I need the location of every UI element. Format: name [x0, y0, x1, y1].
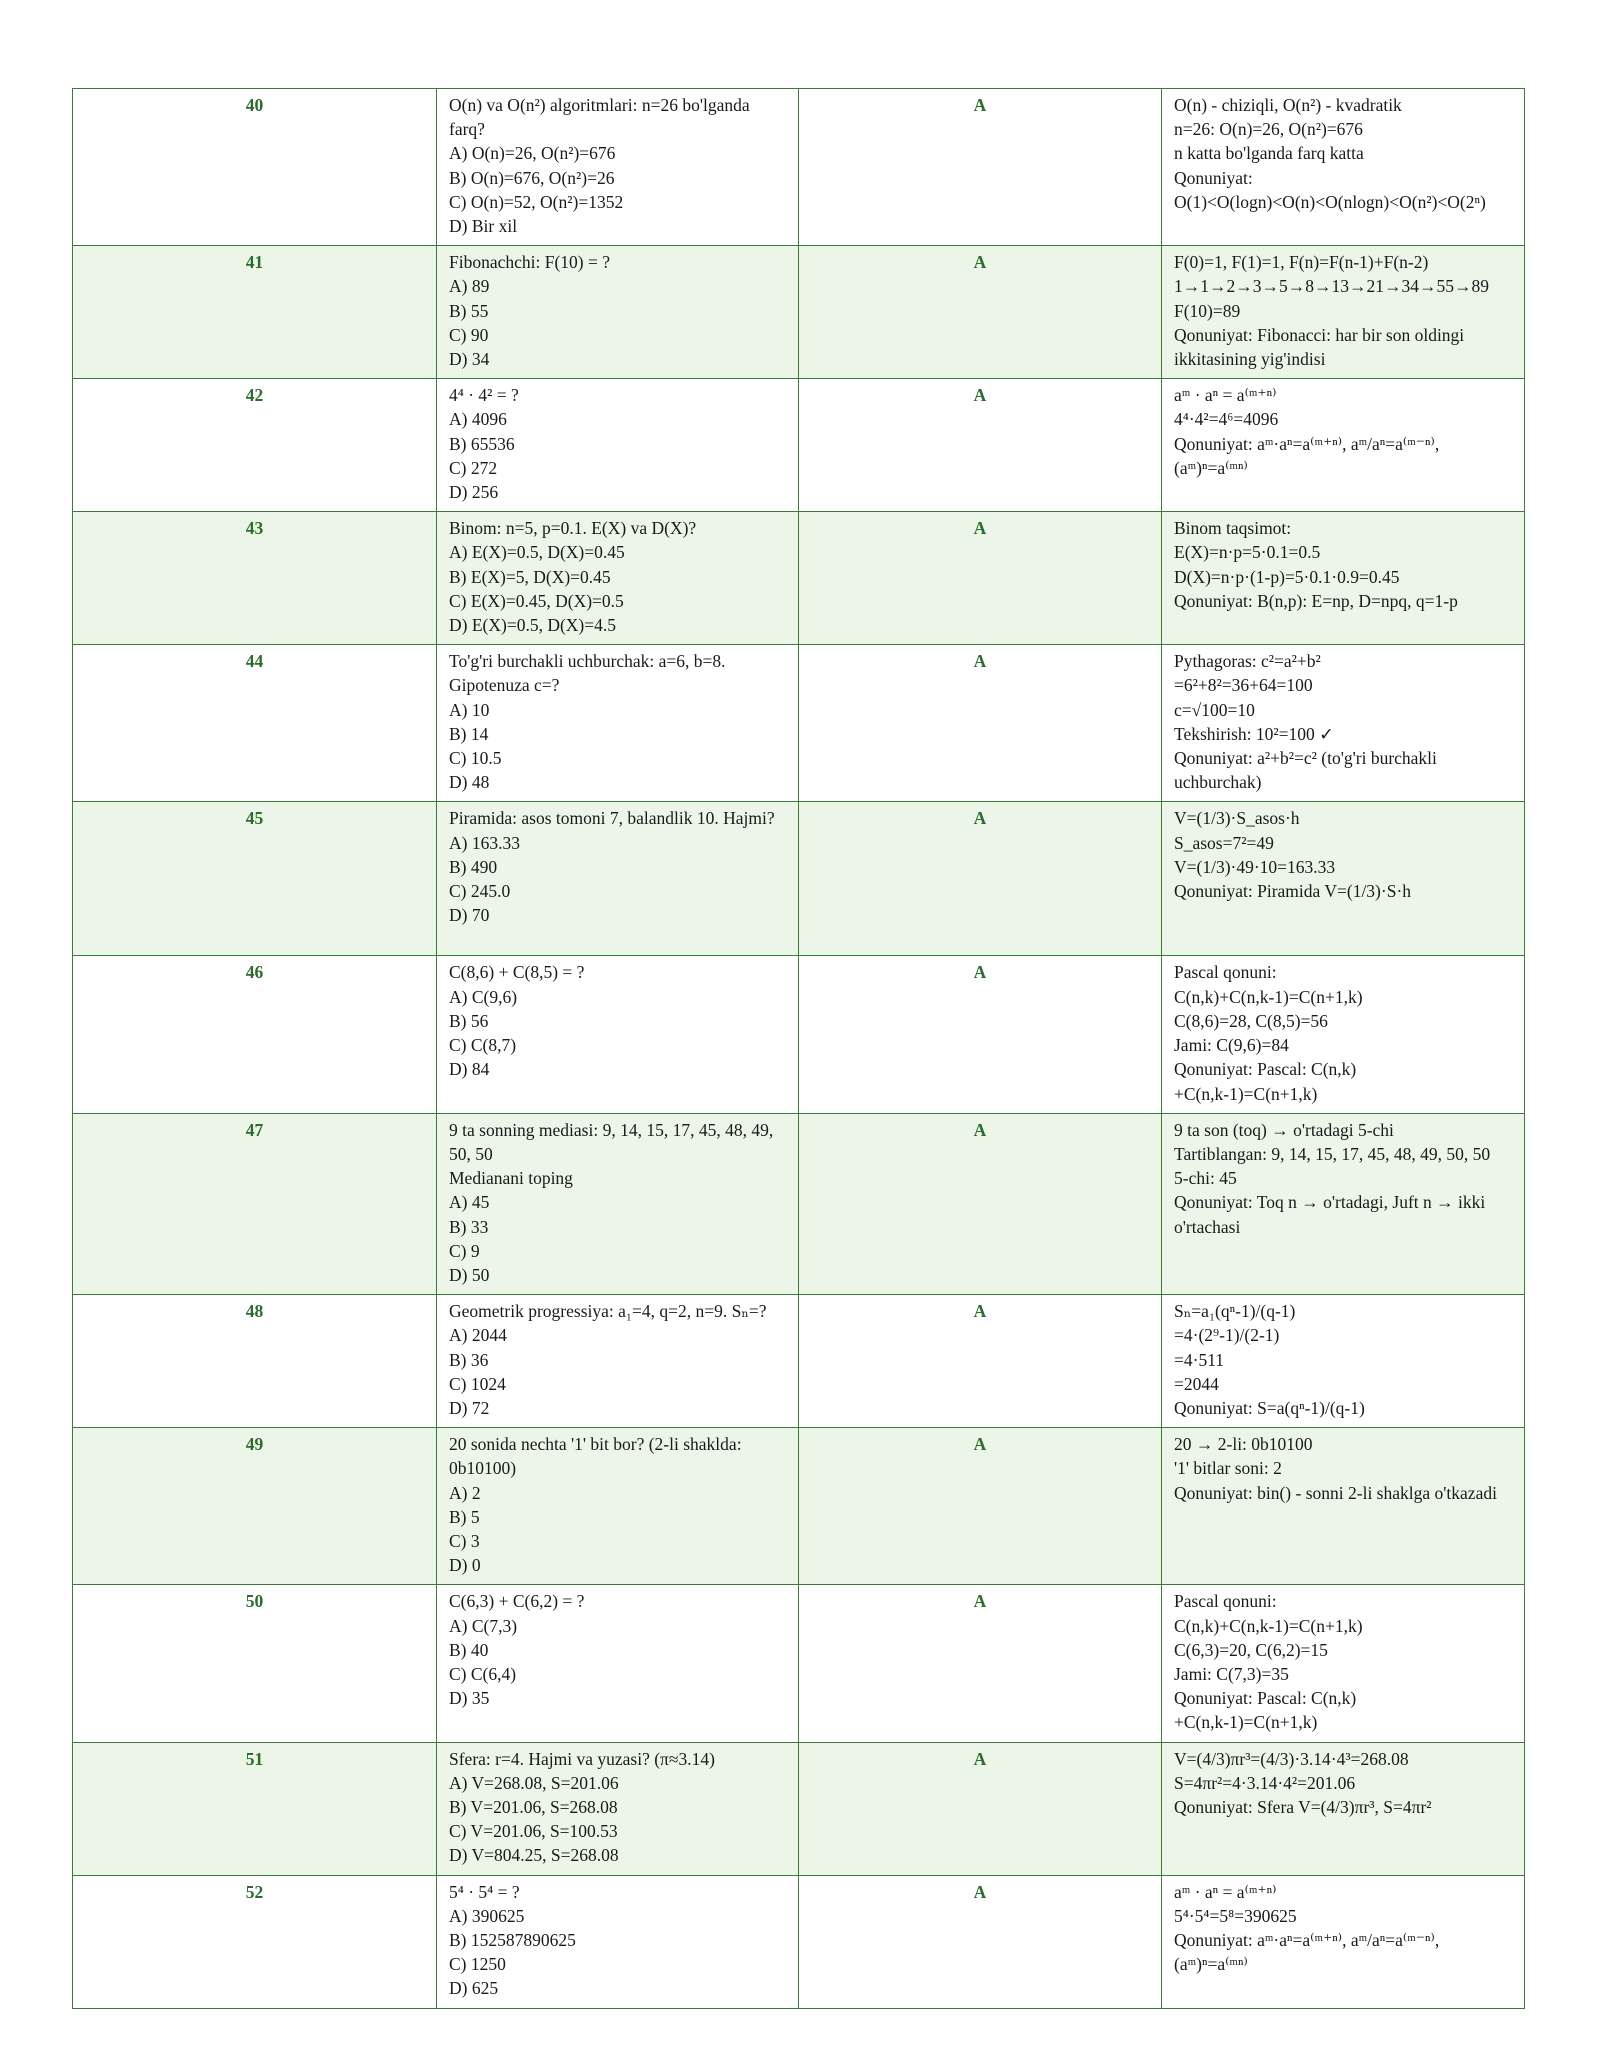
question-text: C(6,3) + C(6,2) = ? [449, 1591, 585, 1612]
explanation-line: Jami: C(9,6)=84 [1174, 1035, 1289, 1056]
answer-option: A) 163.33 [449, 832, 520, 853]
answer-option: A) V=268.08, S=201.06 [449, 1772, 619, 1793]
question-text: 9 ta sonning mediasi: 9, 14, 15, 17, 45, 48, 49, 50, 50 [449, 1119, 774, 1164]
table-row [73, 89, 1525, 246]
table-row [73, 1875, 1525, 2008]
explanation-line: D(X)=n·p·(1-p)=5·0.1·0.9=0.45 [1174, 566, 1400, 587]
answer-option: A) O(n)=26, O(n²)=676 [449, 143, 616, 164]
correct-answer: A [799, 645, 1162, 802]
explanation-line: S_asos=7²=49 [1174, 832, 1274, 853]
question-text: Fibonachchi: F(10) = ? [449, 252, 611, 273]
question-text: Binom: n=5, p=0.1. E(X) va D(X)? [449, 518, 697, 539]
answer-option: B) 40 [449, 1639, 489, 1660]
answer-option: B) 55 [449, 300, 489, 321]
table-row [73, 802, 1525, 956]
question-table-body [73, 89, 1525, 2009]
explanation-cell [1162, 246, 1525, 379]
explanation-line: O(1)<O(logn)<O(n)<O(nlogn)<O(n²)<O(2ⁿ) [1174, 191, 1486, 212]
answer-option: A) 390625 [449, 1905, 525, 1926]
explanation-line: 20 → 2-li: 0b10100 [1174, 1434, 1313, 1455]
explanation-line: +C(n,k-1)=C(n+1,k) [1174, 1083, 1318, 1104]
answer-option: Medianani toping [449, 1168, 573, 1189]
answer-option: C) 1250 [449, 1954, 506, 1975]
explanation-line: 5-chi: 45 [1174, 1168, 1237, 1189]
explanation-line: V=(1/3)·S_asos·h [1174, 808, 1300, 829]
explanation-line: 1→1→2→3→5→8→13→21→34→55→89 [1174, 276, 1489, 297]
question-cell [437, 1428, 799, 1585]
question-number: 47 [73, 1113, 437, 1294]
answer-option: D) 70 [449, 905, 490, 926]
explanation-cell [1162, 802, 1525, 956]
answer-option: D) 0 [449, 1555, 481, 1576]
explanation-line: C(8,6)=28, C(8,5)=56 [1174, 1010, 1328, 1031]
answer-option: B) 152587890625 [449, 1930, 576, 1950]
explanation-line: Qonuniyat: a²+b²=c² (to'g'ri burchakli uchburchak) [1174, 748, 1437, 793]
question-number: 43 [73, 512, 437, 645]
explanation-line: S=4πr²=4·3.14·4²=201.06 [1174, 1772, 1356, 1793]
answer-option: A) 2 [449, 1482, 481, 1503]
question-text: Sfera: r=4. Hajmi va yuzasi? (π≈3.14) [449, 1748, 715, 1769]
answer-option: C) 245.0 [449, 881, 511, 902]
explanation-line: =4·511 [1174, 1349, 1225, 1370]
question-number: 52 [73, 1875, 437, 2008]
explanation-line: Qonuniyat: S=a(qⁿ-1)/(q-1) [1174, 1397, 1365, 1418]
answer-option: D) 50 [449, 1264, 490, 1285]
explanation-cell [1162, 1875, 1525, 2008]
answer-option: C) C(8,7) [449, 1035, 517, 1056]
explanation-line: Jami: C(7,3)=35 [1174, 1663, 1289, 1684]
question-cell [437, 379, 799, 512]
answer-option: B) 14 [449, 723, 489, 744]
answer-option: A) 4096 [449, 409, 507, 430]
answer-option: A) C(7,3) [449, 1615, 518, 1636]
question-text: Piramida: asos tomoni 7, balandlik 10. Hajmi? [449, 808, 775, 829]
explanation-line: Qonuniyat: Sfera V=(4/3)πr³, S=4πr² [1174, 1796, 1432, 1817]
answer-option: C) E(X)=0.45, D(X)=0.5 [449, 590, 624, 611]
explanation-line: Qonuniyat: B(n,p): E=np, D=npq, q=1-p [1174, 590, 1458, 611]
explanation-line: aᵐ · aⁿ = a⁽ᵐ⁺ⁿ⁾ [1174, 1881, 1277, 1902]
explanation-line: +C(n,k-1)=C(n+1,k) [1174, 1712, 1318, 1733]
question-number: 44 [73, 645, 437, 802]
answer-option: B) O(n)=676, O(n²)=26 [449, 167, 615, 188]
question-number: 49 [73, 1428, 437, 1585]
explanation-line: Qonuniyat: Piramida V=(1/3)·S·h [1174, 881, 1412, 902]
explanation-cell [1162, 956, 1525, 1113]
answer-option: C) 9 [449, 1240, 480, 1261]
answer-option: D) 256 [449, 482, 499, 503]
explanation-line: Tartiblangan: 9, 14, 15, 17, 45, 48, 49, 50, 50 [1174, 1143, 1491, 1164]
answer-option: D) 48 [449, 772, 490, 793]
table-row [73, 512, 1525, 645]
answer-option: D) 72 [449, 1397, 490, 1418]
question-cell [437, 645, 799, 802]
explanation-cell [1162, 512, 1525, 645]
answer-option: D) 34 [449, 349, 490, 370]
answer-option: D) E(X)=0.5, D(X)=4.5 [449, 615, 616, 636]
question-cell [437, 246, 799, 379]
question-cell [437, 1742, 799, 1875]
answer-option: A) E(X)=0.5, D(X)=0.45 [449, 542, 625, 563]
explanation-line: n=26: O(n)=26, O(n²)=676 [1174, 119, 1363, 140]
question-text: 4⁴ · 4² = ? [449, 385, 519, 406]
answer-option: C) 1024 [449, 1373, 506, 1394]
correct-answer: A [799, 1585, 1162, 1742]
explanation-line: Sₙ=a₁(qⁿ-1)/(q-1) [1174, 1301, 1296, 1322]
answer-option: B) 33 [449, 1216, 489, 1237]
explanation-line: Qonuniyat: aᵐ·aⁿ=a⁽ᵐ⁺ⁿ⁾, aᵐ/aⁿ=a⁽ᵐ⁻ⁿ⁾, (aᵐ)ⁿ=a⁽ᵐⁿ⁾ [1174, 1930, 1440, 1975]
explanation-line: Pascal qonuni: [1174, 1591, 1277, 1612]
explanation-line: F(0)=1, F(1)=1, F(n)=F(n-1)+F(n-2) [1174, 252, 1429, 273]
question-number: 45 [73, 802, 437, 956]
table-row [73, 246, 1525, 379]
explanation-line: n katta bo'lganda farq katta [1174, 143, 1364, 164]
answer-option: A) C(9,6) [449, 986, 518, 1007]
answer-option: D) 625 [449, 1978, 499, 1999]
explanation-line: C(n,k)+C(n,k-1)=C(n+1,k) [1174, 986, 1363, 1007]
explanation-line: O(n) - chiziqli, O(n²) - kvadratik [1174, 95, 1402, 115]
answer-option: D) V=804.25, S=268.08 [449, 1845, 619, 1866]
correct-answer: A [799, 956, 1162, 1113]
correct-answer: A [799, 1875, 1162, 2008]
explanation-cell [1162, 1295, 1525, 1428]
explanation-line: V=(1/3)·49·10=163.33 [1174, 856, 1336, 877]
question-number: 42 [73, 379, 437, 512]
answer-option: B) V=201.06, S=268.08 [449, 1796, 618, 1817]
table-row [73, 1428, 1525, 1585]
explanation-cell [1162, 1585, 1525, 1742]
correct-answer: A [799, 512, 1162, 645]
answer-option: C) V=201.06, S=100.53 [449, 1821, 618, 1842]
table-row [73, 956, 1525, 1113]
explanation-line: Pythagoras: c²=a²+b² [1174, 651, 1321, 672]
answer-option: A) 89 [449, 276, 490, 297]
correct-answer: A [799, 1742, 1162, 1875]
explanation-cell [1162, 645, 1525, 802]
explanation-line: Qonuniyat: Pascal: C(n,k) [1174, 1688, 1357, 1709]
answer-option: A) 2044 [449, 1325, 507, 1346]
question-cell [437, 956, 799, 1113]
explanation-line: '1' bitlar soni: 2 [1174, 1458, 1282, 1479]
answer-option: C) 3 [449, 1530, 480, 1551]
explanation-line: Tekshirish: 10²=100 ✓ [1174, 723, 1334, 744]
explanation-line: Qonuniyat: [1174, 167, 1253, 188]
answer-option: B) E(X)=5, D(X)=0.45 [449, 566, 611, 587]
explanation-line: aᵐ · aⁿ = a⁽ᵐ⁺ⁿ⁾ [1174, 385, 1277, 406]
question-text: Geometrik progressiya: a₁=4, q=2, n=9. Sₙ=? [449, 1301, 767, 1322]
explanation-line: =6²+8²=36+64=100 [1174, 675, 1313, 696]
explanation-line: F(10)=89 [1174, 300, 1241, 321]
explanation-cell [1162, 1428, 1525, 1585]
table-row [73, 1295, 1525, 1428]
explanation-line: Qonuniyat: Pascal: C(n,k) [1174, 1059, 1357, 1080]
explanation-line: Qonuniyat: Fibonacci: har bir son oldingi ikkitasining yig'indisi [1174, 324, 1465, 370]
table-row [73, 1742, 1525, 1875]
correct-answer: A [799, 1295, 1162, 1428]
explanation-line: E(X)=n·p=5·0.1=0.5 [1174, 542, 1321, 563]
table-row [73, 1113, 1525, 1294]
correct-answer: A [799, 802, 1162, 956]
question-number: 51 [73, 1742, 437, 1875]
answer-option: D) Bir xil [449, 216, 518, 237]
explanation-line: =2044 [1174, 1373, 1219, 1394]
explanation-line: C(n,k)+C(n,k-1)=C(n+1,k) [1174, 1615, 1363, 1636]
question-cell [437, 1875, 799, 2008]
answer-option: B) 490 [449, 856, 498, 877]
question-cell [437, 802, 799, 956]
explanation-cell [1162, 89, 1525, 246]
explanation-line: =4·(2⁹-1)/(2-1) [1174, 1325, 1280, 1346]
answer-option: C) C(6,4) [449, 1663, 517, 1684]
question-text: C(8,6) + C(8,5) = ? [449, 962, 585, 983]
question-cell [437, 1113, 799, 1294]
question-text: O(n) va O(n²) algoritmlari: n=26 bo'lganda farq? [449, 95, 750, 140]
question-number: 41 [73, 246, 437, 379]
answer-option: D) 84 [449, 1059, 490, 1080]
answer-option: A) 45 [449, 1192, 490, 1213]
question-cell [437, 512, 799, 645]
answer-option: D) 35 [449, 1688, 490, 1709]
answer-option: B) 56 [449, 1010, 489, 1031]
answer-option: C) O(n)=52, O(n²)=1352 [449, 191, 624, 212]
explanation-line: Qonuniyat: bin() - sonni 2-li shaklga o'tkazadi [1174, 1482, 1497, 1503]
correct-answer: A [799, 1428, 1162, 1585]
answer-option: B) 36 [449, 1349, 489, 1370]
table-row [73, 645, 1525, 802]
question-number: 40 [73, 89, 437, 246]
question-table [72, 88, 1525, 2009]
correct-answer: A [799, 246, 1162, 379]
question-number: 48 [73, 1295, 437, 1428]
explanation-line: Binom taqsimot: [1174, 518, 1292, 539]
explanation-line: Pascal qonuni: [1174, 962, 1277, 983]
question-text: 20 sonida nechta '1' bit bor? (2-li shaklda: 0b10100) [449, 1434, 742, 1479]
explanation-line: c=√100=10 [1174, 699, 1255, 720]
explanation-cell [1162, 1113, 1525, 1294]
question-cell [437, 1295, 799, 1428]
answer-option: B) 5 [449, 1506, 480, 1527]
answer-option: B) 65536 [449, 433, 515, 454]
document-page [72, 88, 1524, 2009]
answer-option: C) 90 [449, 324, 489, 345]
explanation-line: C(6,3)=20, C(6,2)=15 [1174, 1639, 1328, 1660]
answer-option: A) 10 [449, 699, 490, 720]
explanation-line: 9 ta son (toq) → o'rtadagi 5-chi [1174, 1119, 1394, 1140]
explanation-cell [1162, 379, 1525, 512]
correct-answer: A [799, 379, 1162, 512]
correct-answer: A [799, 1113, 1162, 1294]
explanation-line: 5⁴·5⁴=5⁸=390625 [1174, 1905, 1297, 1926]
question-text: To'g'ri burchakli uchburchak: a=6, b=8. Gipotenuza c=? [449, 651, 726, 696]
answer-option: C) 10.5 [449, 748, 502, 769]
table-row [73, 379, 1525, 512]
answer-option: C) 272 [449, 457, 498, 478]
explanation-cell [1162, 1742, 1525, 1875]
question-number: 50 [73, 1585, 437, 1742]
explanation-line: Qonuniyat: Toq n → o'rtadagi, Juft n → ikki o'rtachasi [1174, 1192, 1486, 1237]
question-cell [437, 89, 799, 246]
explanation-line: Qonuniyat: aᵐ·aⁿ=a⁽ᵐ⁺ⁿ⁾, aᵐ/aⁿ=a⁽ᵐ⁻ⁿ⁾, (aᵐ)ⁿ=a⁽ᵐⁿ⁾ [1174, 433, 1440, 478]
explanation-line: 4⁴·4²=4⁶=4096 [1174, 409, 1279, 430]
question-number: 46 [73, 956, 437, 1113]
question-cell [437, 1585, 799, 1742]
explanation-line: V=(4/3)πr³=(4/3)·3.14·4³=268.08 [1174, 1748, 1409, 1769]
correct-answer: A [799, 89, 1162, 246]
question-text: 5⁴ · 5⁴ = ? [449, 1881, 520, 1902]
table-row [73, 1585, 1525, 1742]
